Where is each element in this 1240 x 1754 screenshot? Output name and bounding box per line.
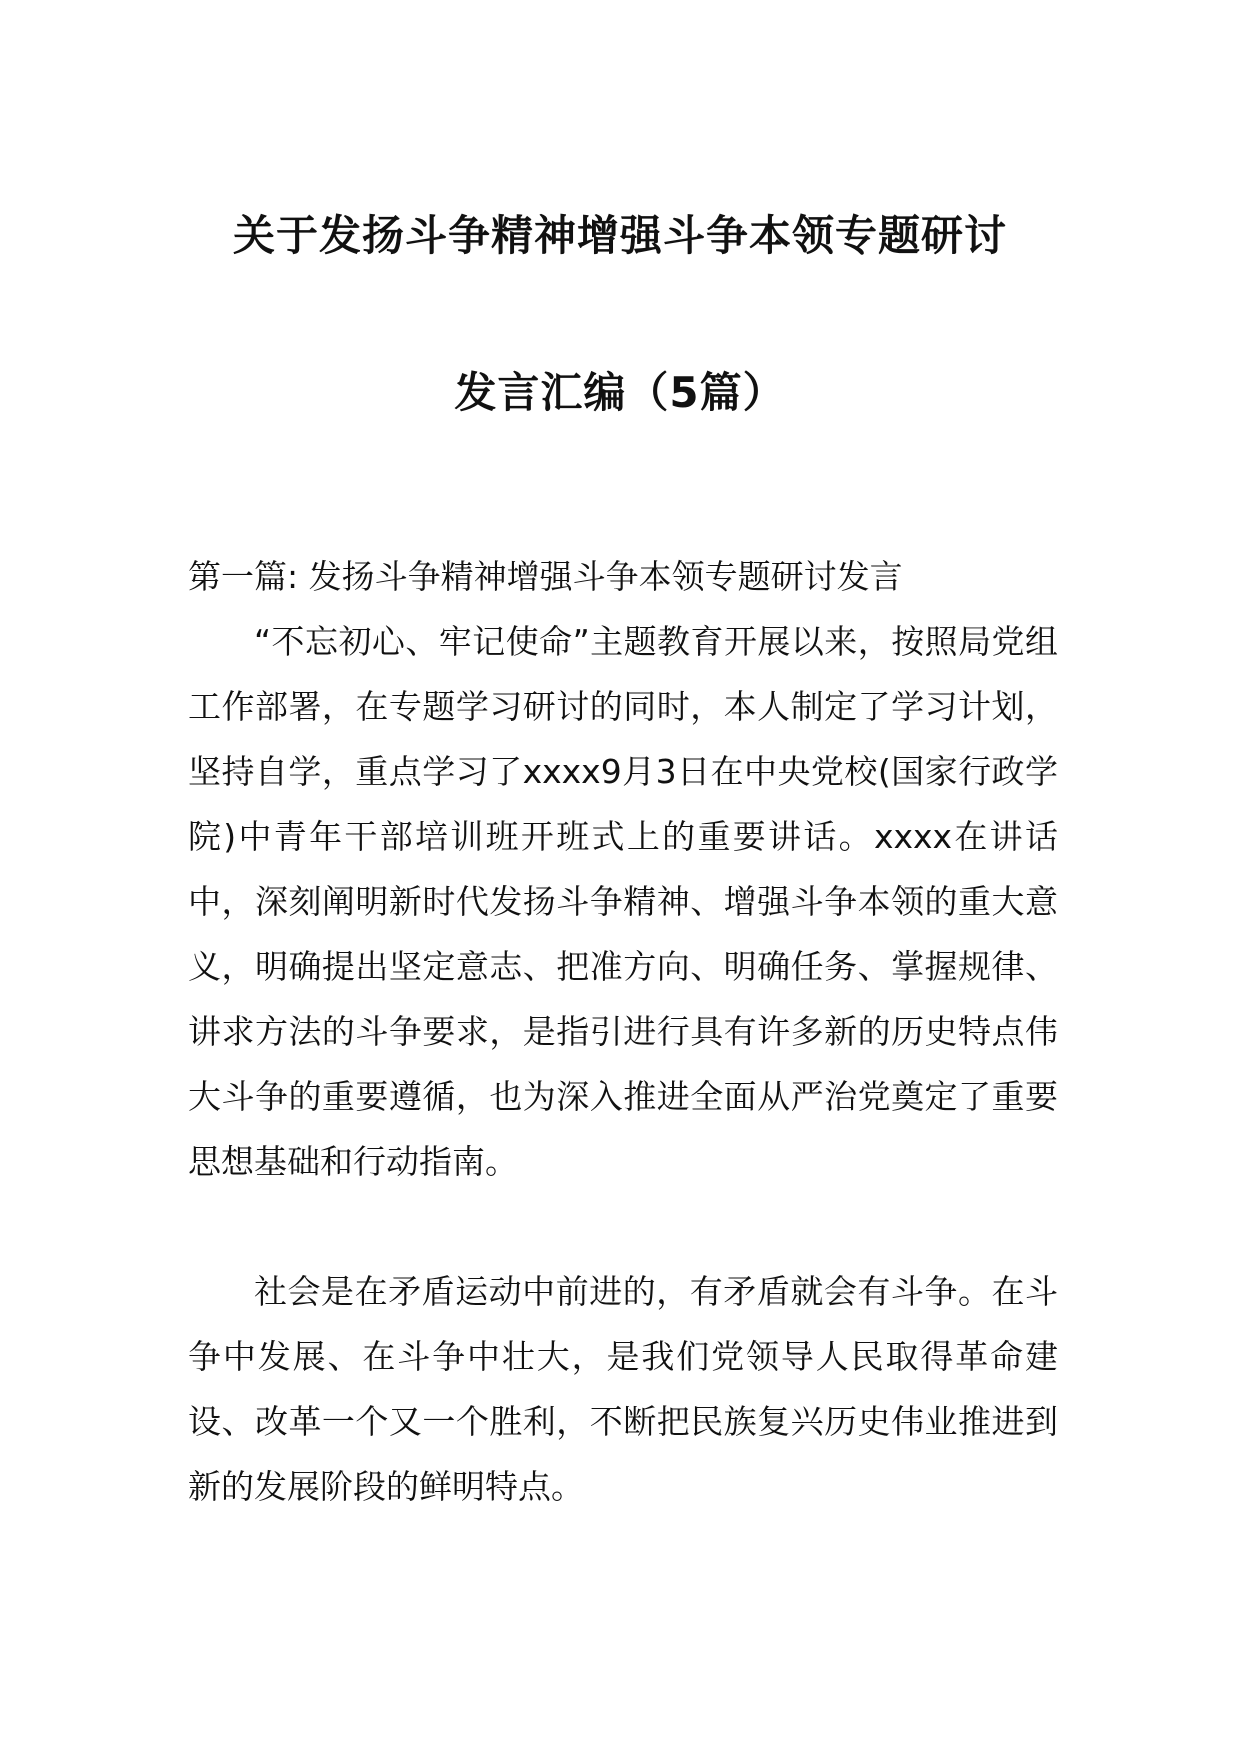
document-title-line-1: 关于发扬斗争精神增强斗争本领专题研讨: [232, 211, 1007, 260]
body-paragraph-1: “不忘初心、牢记使命”主题教育开展以来，按照局党组工作部署，在专题学习研讨的同时，本人制定了学习计划，坚持自学，重点学习了xxxx9月3日在中央党校(国家行政学院)中青年干部培训班开班式上的重要讲话。xxxx在讲话中，深刻阐明新时代发扬斗争精神、增强斗争本领的重大意义，明确提出坚定意志、把准方向、明确任务、掌握规律、讲求方法的斗争要求，是指引进行具有许多新的历史特点伟大斗争的重要遵循，也为深入推进全面从严治党奠定了重要思想基础和行动指南。: [188, 622, 1058, 1181]
section-heading: 第一篇: 发扬斗争精神增强斗争本领专题研讨发言: [188, 557, 903, 596]
body-paragraph-2: 社会是在矛盾运动中前进的，有矛盾就会有斗争。在斗争中发展、在斗争中壮大，是我们党领导人民取得革命建设、改革一个又一个胜利，不断把民族复兴历史伟业推进到新的发展阶段的鲜明特点。: [188, 1272, 1058, 1506]
document-title-line-2: 发言汇编（5篇）: [454, 368, 786, 417]
